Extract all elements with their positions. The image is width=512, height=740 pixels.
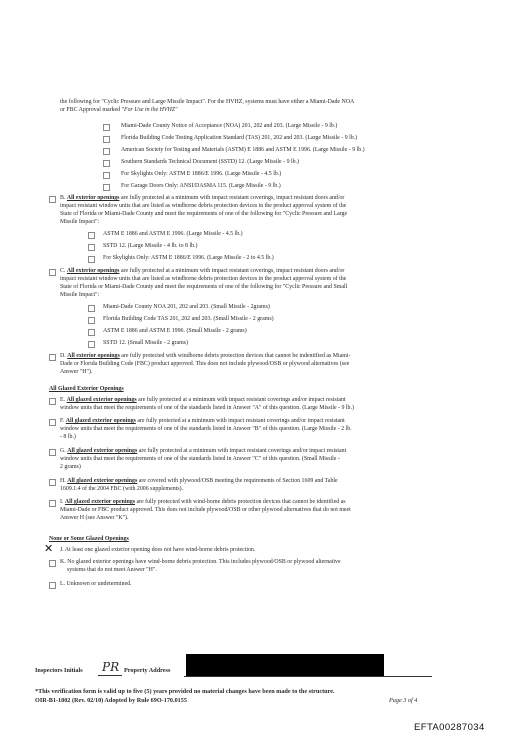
b-item-2: SSTD 12. (Large Missile - 4 lb. to 8 lb.) (103, 243, 198, 249)
form-id: OIR-B1-1802 (Rev. 02/10) Adopted by Rule 69O-170.0155 (35, 697, 187, 704)
checkbox-b1[interactable] (88, 232, 95, 239)
checkbox-e[interactable] (49, 398, 56, 405)
b-line-1: B. All exterior openings are fully protected at a minimum with impact resistant coverings, impact resistant doors and/or (60, 195, 345, 201)
intro-line-2: or FBC Approval marked "For Use in the HVHZ" (60, 106, 178, 113)
h-line-1: H. All glazed exterior openings are covered with plywood/OSB meeting the requirements of Section 1609 and Table (60, 478, 338, 484)
g-line-2: window units that meet the requirements of one of the standards listed in Answer "C" of this question. (Small Missile - (60, 456, 340, 462)
c-item-1: Miami-Dade County NOA 201, 202 and 203. (Small Missile - 2grams) (103, 304, 270, 310)
e-line-2: window units that meet the requirements of one of the standards listed in Answer "A" of this question. (Large Missile - 9 lb.) (60, 405, 354, 411)
d-line-3: Answer "H"). (60, 369, 93, 375)
a-item-5: For Skylights Only: ASTM E 1886/E 1996. (Large Missile - 4.5 lb.) (121, 171, 282, 177)
inspector-initials: PR (102, 660, 120, 674)
none-heading: None or Some Glazed Openings (49, 536, 129, 542)
c-item-3: ASTM E 1886 and ASTM E 1996. (Small Missile - 2 grams) (103, 328, 247, 334)
c-line-4: Missile Impact": (60, 292, 100, 298)
checkbox-k[interactable] (49, 560, 56, 567)
i-line-2: Miami-Dade or FBC product approved. This does not include plywood/OSB or other plywood alternatives that do not meet (60, 507, 351, 513)
c-item-2: Florida Building Code TAS 201, 202 and 203. (Small Missile - 2 grams) (103, 316, 274, 322)
h-line-2: 1609.1.4 of the 2004 FBC (with 2006 supplements). (60, 486, 184, 492)
c-line-1: C. All exterior openings are fully protected at a minimum with impact resistant coverings, impact resistant doors and/or (60, 268, 345, 274)
g-line-3: 2 grams) (60, 464, 81, 470)
a-item-4: Southern Standards Technical Document (SSTD) 12. (Large Missile - 9 lb.) (121, 159, 300, 165)
address-underline (184, 676, 432, 677)
checkbox-c2[interactable] (88, 317, 95, 324)
checkbox-c3[interactable] (88, 329, 95, 336)
c-line-2: impact resistant window units that are listed as windborne debris protection devices in the product approval system of the (60, 276, 347, 282)
checkbox-c4[interactable] (88, 341, 95, 348)
d-line-2: Dade or Florida Building Code (FBC) product approved. This does not include plywood/OSB or plywood alternatives (see (60, 361, 350, 367)
checked-x-mark-j[interactable]: ✕ (44, 542, 54, 555)
k-line-2: systems that do not meet Answer "H". (67, 567, 157, 573)
checkbox-a5[interactable] (103, 172, 110, 179)
page-number: Page 3 of 4 (389, 697, 418, 704)
checkbox-f[interactable] (49, 419, 56, 426)
l-line: L. Unknown or undetermined. (60, 581, 132, 587)
checkbox-a4[interactable] (103, 160, 110, 167)
checkbox-a2[interactable] (103, 136, 110, 143)
checkbox-l[interactable] (49, 582, 56, 589)
checkbox-a3[interactable] (103, 148, 110, 155)
k-line-1: K. No glazed exterior openings have wind-borne debris protection. This includes plywood/OSB or plywood alternative (60, 559, 341, 565)
initials-underline (98, 675, 122, 676)
b-line-2: impact resistant window units that are listed as windborne debris protection devices in the product approval system of the (60, 203, 347, 209)
checkbox-a6[interactable] (103, 184, 110, 191)
bates-number: EFTA00287034 (414, 722, 485, 733)
j-line: J. At least one glazed exterior opening does not have wind-borne debris protection. (60, 547, 256, 553)
a-item-1: Miami-Dade County Notice of Acceptance (NOA) 201, 202 and 203. (Large Missile - 9 lb.) (121, 123, 338, 129)
b-line-3: State of Florida or Miami-Dade County and meet the requirements of one of the following for "Cyclic Pressure and Large (60, 211, 348, 217)
c-line-3: State of Florida or Miami-Dade County and meet the requirements of one of the following for "Cyclic Pressure and Small (60, 284, 348, 290)
d-line-1: D. All exterior openings are fully protected with windborne debris protection devices that cannot be indentified as Miami- (60, 353, 351, 359)
checkbox-d[interactable] (49, 354, 56, 361)
redacted-address (186, 654, 384, 676)
checkbox-b[interactable] (49, 196, 56, 203)
validity-note: *This verification form is valid up to five (5) years provided no material changes have been made to the structure. (35, 688, 335, 695)
c-item-4: SSTD 12. (Small Missile - 2 grams) (103, 340, 188, 346)
b-item-1: ASTM E 1886 and ASTM E 1996. (Large Missile - 4.5 lb.) (103, 231, 243, 237)
initials-label: Inspectors Initials (35, 667, 83, 674)
f-line-2: window units that meet the requirements of one of the standards listed in Answer "B" of this question. (Large Missile - 2 lb. (60, 426, 352, 432)
a-item-2: Florida Building Code Testing Application Standard (TAS) 201, 202 and 203. (Large Missile - 9 lb.) (121, 135, 358, 141)
checkbox-g[interactable] (49, 449, 56, 456)
checkbox-h[interactable] (49, 479, 56, 486)
f-line-3: - 8 lb.) (60, 434, 76, 440)
checkbox-c[interactable] (49, 269, 56, 276)
checkbox-i[interactable] (49, 500, 56, 507)
intro-line-1: the following for "Cyclic Pressure and Large Missile Impact". For the HVHZ, systems must have either a Miami-Dade NOA (60, 99, 355, 105)
g-line-1: G. All glazed exterior openings are fully protected at a minimum with impact resistant coverings and/or impact resistant (60, 448, 347, 454)
a-item-3: American Society for Testing and Materials (ASTM) E 1886 and ASTM E 1996. (Large Missile - 9 lb.) (121, 147, 365, 153)
b-line-4: Missile Impact": (60, 219, 100, 225)
checkbox-b3[interactable] (88, 256, 95, 263)
i-line-1: I. All glazed exterior openings are fully protected with wind-borne debris protection devices that cannot be identified as (60, 499, 346, 505)
checkbox-a1[interactable] (103, 124, 110, 131)
i-line-3: Answer H (see Answer "K"). (60, 515, 129, 521)
glazed-heading: All Glazed Exterior Openings (49, 386, 124, 392)
e-line-1: E. All glazed exterior openings are fully protected at a minimum with impact resistant coverings and/or impact resistant (60, 397, 346, 403)
checkbox-c1[interactable] (88, 305, 95, 312)
a-item-6: For Garage Doors Only: ANSI/DASMA 115. (Large Missile - 9 lb.) (121, 183, 281, 189)
checkbox-b2[interactable] (88, 244, 95, 251)
property-address-label: Property Address (124, 667, 171, 674)
f-line-1: F. All glazed exterior openings are fully protected at a minimum with impact resistant coverings and/or impact resistant (60, 418, 345, 424)
b-item-3: For Skylights Only: ASTM E 1886/E 1996. (Large Missile - 2 to 4.5 lb.) (103, 255, 274, 261)
